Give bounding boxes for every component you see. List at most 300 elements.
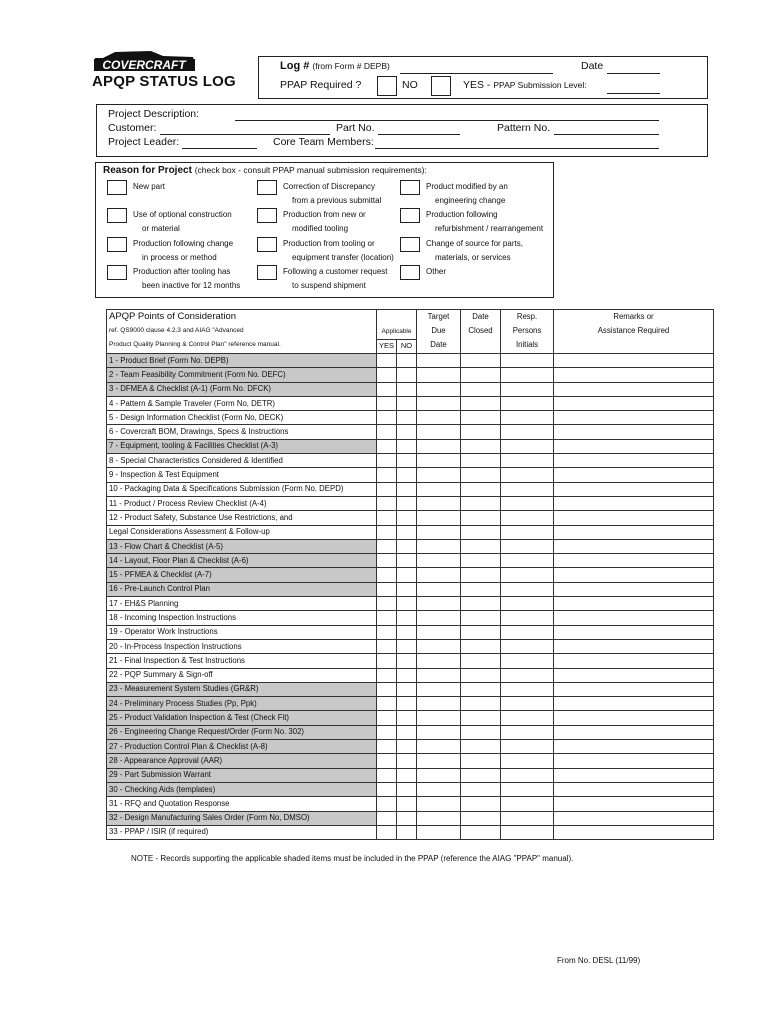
target-date-cell[interactable] bbox=[417, 797, 461, 811]
target-date-cell[interactable] bbox=[417, 754, 461, 768]
target-date-cell[interactable] bbox=[417, 654, 461, 668]
pattern-no-field[interactable] bbox=[554, 134, 659, 135]
apqp-item: 1 - Product Brief (Form No. DEPB) bbox=[107, 354, 377, 368]
target-date-cell[interactable] bbox=[417, 382, 461, 396]
applicable-yes-cell[interactable] bbox=[377, 654, 397, 668]
resp-persons-cell[interactable] bbox=[501, 511, 554, 525]
project-description-label: Project Description: bbox=[108, 108, 200, 120]
target-date-cell[interactable] bbox=[417, 482, 461, 496]
date-closed-cell[interactable] bbox=[461, 639, 501, 653]
apqp-item: 24 - Preliminary Process Studies (Pp, Ppk) bbox=[107, 697, 377, 711]
resp-persons-cell[interactable] bbox=[501, 811, 554, 825]
remarks-cell[interactable] bbox=[554, 482, 714, 496]
reason-text: or material bbox=[142, 224, 180, 233]
date-closed-cell[interactable] bbox=[461, 782, 501, 796]
reason-label bbox=[283, 208, 366, 236]
remarks-cell[interactable] bbox=[554, 511, 714, 525]
target-date-cell[interactable] bbox=[417, 740, 461, 754]
reason-checkbox-engineering-change[interactable] bbox=[400, 180, 420, 195]
table-row bbox=[107, 554, 714, 568]
applicable-no-cell[interactable] bbox=[397, 711, 417, 725]
resp-persons-cell[interactable] bbox=[501, 368, 554, 382]
applicable-no-cell[interactable] bbox=[397, 425, 417, 439]
remarks-cell[interactable] bbox=[554, 396, 714, 410]
applicable-yes-cell[interactable] bbox=[377, 611, 397, 625]
apqp-item: 5 - Design Information Checklist (Form No, DECK) bbox=[107, 411, 377, 425]
resp-persons-cell[interactable] bbox=[501, 454, 554, 468]
applicable-yes-cell[interactable] bbox=[377, 740, 397, 754]
applicable-yes-cell[interactable] bbox=[377, 582, 397, 596]
date-closed-cell[interactable] bbox=[461, 396, 501, 410]
customer-label: Customer: bbox=[108, 122, 157, 134]
reason-label bbox=[426, 180, 508, 208]
target-date-cell[interactable] bbox=[417, 525, 461, 539]
applicable-no-cell[interactable] bbox=[397, 582, 417, 596]
date-closed-cell[interactable] bbox=[461, 582, 501, 596]
date-closed-cell[interactable] bbox=[461, 625, 501, 639]
target-date-cell[interactable] bbox=[417, 554, 461, 568]
resp-persons-cell[interactable] bbox=[501, 611, 554, 625]
reason-checkbox-optional-construction[interactable] bbox=[107, 208, 127, 223]
target-date-cell[interactable] bbox=[417, 425, 461, 439]
reason-checkbox-customer-request[interactable] bbox=[257, 265, 277, 280]
date-field[interactable] bbox=[607, 73, 660, 74]
apqp-item: 2 - Team Feasibility Commitment (Form No. DEFC) bbox=[107, 368, 377, 382]
remarks-cell[interactable] bbox=[554, 754, 714, 768]
date-closed-cell[interactable] bbox=[461, 754, 501, 768]
remarks-cell[interactable] bbox=[554, 611, 714, 625]
apqp-item: 7 - Equipment, tooling & Facilities Checklist (A-3) bbox=[107, 439, 377, 453]
apqp-item: 19 - Operator Work Instructions bbox=[107, 625, 377, 639]
date-closed-cell[interactable] bbox=[461, 768, 501, 782]
part-no-label: Part No. bbox=[336, 122, 375, 134]
resp-persons-cell[interactable] bbox=[501, 396, 554, 410]
remarks-cell[interactable] bbox=[554, 411, 714, 425]
project-leader-field[interactable] bbox=[182, 148, 257, 149]
applicable-no-cell[interactable] bbox=[397, 611, 417, 625]
date-closed-cell[interactable] bbox=[461, 439, 501, 453]
header-points-ref1: ref. QS9000 clause 4.2.3 and AIAG "Advanced bbox=[109, 327, 244, 334]
applicable-no-cell[interactable] bbox=[397, 597, 417, 611]
apqp-item: 27 - Production Control Plan & Checklist (A-8) bbox=[107, 740, 377, 754]
date-closed-cell[interactable] bbox=[461, 740, 501, 754]
applicable-yes-cell[interactable] bbox=[377, 425, 397, 439]
date-closed-cell[interactable] bbox=[461, 825, 501, 839]
project-description-field[interactable] bbox=[235, 120, 659, 121]
date-closed-cell[interactable] bbox=[461, 597, 501, 611]
resp-persons-cell[interactable] bbox=[501, 639, 554, 653]
date-closed-cell[interactable] bbox=[461, 425, 501, 439]
table-row bbox=[107, 768, 714, 782]
resp-persons-cell[interactable] bbox=[501, 782, 554, 796]
applicable-yes-cell[interactable] bbox=[377, 468, 397, 482]
date-closed-cell[interactable] bbox=[461, 525, 501, 539]
remarks-cell[interactable] bbox=[554, 597, 714, 611]
applicable-yes-cell[interactable] bbox=[377, 454, 397, 468]
apqp-item: 21 - Final Inspection & Test Instructions bbox=[107, 654, 377, 668]
applicable-yes-cell[interactable] bbox=[377, 511, 397, 525]
applicable-yes-cell[interactable] bbox=[377, 797, 397, 811]
applicable-no-cell[interactable] bbox=[397, 668, 417, 682]
target-date-cell[interactable] bbox=[417, 682, 461, 696]
header-resp-1: Resp. bbox=[516, 312, 538, 321]
remarks-cell[interactable] bbox=[554, 682, 714, 696]
resp-persons-cell[interactable] bbox=[501, 682, 554, 696]
reason-text: Product modified by an bbox=[426, 182, 508, 191]
ppap-yes-label bbox=[463, 79, 587, 91]
applicable-no-cell[interactable] bbox=[397, 539, 417, 553]
date-closed-cell[interactable] bbox=[461, 568, 501, 582]
date-closed-cell[interactable] bbox=[461, 539, 501, 553]
reason-checkbox-other[interactable] bbox=[400, 265, 420, 280]
resp-persons-cell[interactable] bbox=[501, 597, 554, 611]
target-date-cell[interactable] bbox=[417, 611, 461, 625]
resp-persons-cell[interactable] bbox=[501, 725, 554, 739]
table-row bbox=[107, 797, 714, 811]
header-closed-2: Closed bbox=[468, 326, 493, 335]
project-leader-label: Project Leader: bbox=[108, 136, 180, 148]
applicable-yes-cell[interactable] bbox=[377, 368, 397, 382]
target-date-cell[interactable] bbox=[417, 697, 461, 711]
header-applicable bbox=[377, 310, 417, 354]
applicable-yes-cell[interactable] bbox=[377, 682, 397, 696]
apqp-item: 11 - Product / Process Review Checklist (A-4) bbox=[107, 496, 377, 510]
remarks-cell[interactable] bbox=[554, 425, 714, 439]
date-closed-cell[interactable] bbox=[461, 654, 501, 668]
table-row bbox=[107, 568, 714, 582]
date-closed-cell[interactable] bbox=[461, 382, 501, 396]
reason-checkbox-inactive-tooling[interactable] bbox=[107, 265, 127, 280]
ppap-required-label: PPAP Required ? bbox=[280, 79, 362, 91]
applicable-no-cell[interactable] bbox=[397, 454, 417, 468]
reason-text: Production after tooling has bbox=[133, 267, 231, 276]
target-date-cell[interactable] bbox=[417, 825, 461, 839]
date-closed-cell[interactable] bbox=[461, 811, 501, 825]
resp-persons-cell[interactable] bbox=[501, 496, 554, 510]
header-remarks-1: Remarks or bbox=[613, 312, 654, 321]
applicable-no-cell[interactable] bbox=[397, 625, 417, 639]
header-resp-2: Persons bbox=[512, 326, 542, 335]
target-date-cell[interactable] bbox=[417, 454, 461, 468]
ppap-yes-checkbox[interactable] bbox=[431, 76, 451, 96]
remarks-cell[interactable] bbox=[554, 368, 714, 382]
target-date-cell[interactable] bbox=[417, 411, 461, 425]
applicable-no-cell[interactable] bbox=[397, 439, 417, 453]
applicable-yes-cell[interactable] bbox=[377, 782, 397, 796]
reason-text: Production from tooling or bbox=[283, 239, 375, 248]
table-row bbox=[107, 754, 714, 768]
date-closed-cell[interactable] bbox=[461, 354, 501, 368]
resp-persons-cell[interactable] bbox=[501, 754, 554, 768]
applicable-no-cell[interactable] bbox=[397, 468, 417, 482]
resp-persons-cell[interactable] bbox=[501, 711, 554, 725]
target-date-cell[interactable] bbox=[417, 711, 461, 725]
applicable-no-cell[interactable] bbox=[397, 682, 417, 696]
applicable-yes-cell[interactable] bbox=[377, 697, 397, 711]
resp-persons-cell[interactable] bbox=[501, 354, 554, 368]
remarks-cell[interactable] bbox=[554, 639, 714, 653]
applicable-yes-cell[interactable] bbox=[377, 554, 397, 568]
target-date-cell[interactable] bbox=[417, 639, 461, 653]
applicable-yes-cell[interactable] bbox=[377, 597, 397, 611]
apqp-item: 17 - EH&S Planning bbox=[107, 597, 377, 611]
reason-text: modified tooling bbox=[292, 224, 349, 233]
date-closed-cell[interactable] bbox=[461, 725, 501, 739]
header-target-2: Due bbox=[431, 326, 446, 335]
remarks-cell[interactable] bbox=[554, 382, 714, 396]
date-closed-cell[interactable] bbox=[461, 797, 501, 811]
remarks-cell[interactable] bbox=[554, 740, 714, 754]
header-date-closed bbox=[461, 310, 501, 354]
table-row bbox=[107, 439, 714, 453]
applicable-no-cell[interactable] bbox=[397, 382, 417, 396]
remarks-cell[interactable] bbox=[554, 654, 714, 668]
apqp-item: 8 - Special Characteristics Considered & Identified bbox=[107, 454, 377, 468]
target-date-cell[interactable] bbox=[417, 725, 461, 739]
remarks-cell[interactable] bbox=[554, 725, 714, 739]
target-date-cell[interactable] bbox=[417, 597, 461, 611]
resp-persons-cell[interactable] bbox=[501, 439, 554, 453]
pattern-no-label: Pattern No. bbox=[497, 122, 551, 134]
resp-persons-cell[interactable] bbox=[501, 568, 554, 582]
date-closed-cell[interactable] bbox=[461, 468, 501, 482]
reason-checkbox-source-change[interactable] bbox=[400, 237, 420, 252]
log-label-group bbox=[280, 60, 390, 72]
header-applicable-label: Applicable bbox=[381, 328, 412, 335]
apqp-item: 12 - Product Safety, Substance Use Restrictions, and bbox=[107, 511, 377, 525]
applicable-yes-cell[interactable] bbox=[377, 811, 397, 825]
applicable-no-cell[interactable] bbox=[397, 482, 417, 496]
resp-persons-cell[interactable] bbox=[501, 539, 554, 553]
table-row bbox=[107, 482, 714, 496]
reason-checkbox-process-change[interactable] bbox=[107, 237, 127, 252]
applicable-yes-cell[interactable] bbox=[377, 396, 397, 410]
table-row bbox=[107, 582, 714, 596]
resp-persons-cell[interactable] bbox=[501, 554, 554, 568]
applicable-no-cell[interactable] bbox=[397, 525, 417, 539]
applicable-yes-cell[interactable] bbox=[377, 525, 397, 539]
applicable-yes-cell[interactable] bbox=[377, 482, 397, 496]
remarks-cell[interactable] bbox=[554, 811, 714, 825]
date-closed-cell[interactable] bbox=[461, 511, 501, 525]
table-row bbox=[107, 740, 714, 754]
target-date-cell[interactable] bbox=[417, 468, 461, 482]
resp-persons-cell[interactable] bbox=[501, 382, 554, 396]
table-row bbox=[107, 654, 714, 668]
reason-checkbox-correction[interactable] bbox=[257, 180, 277, 195]
resp-persons-cell[interactable] bbox=[501, 797, 554, 811]
applicable-yes-cell[interactable] bbox=[377, 382, 397, 396]
target-date-cell[interactable] bbox=[417, 368, 461, 382]
resp-persons-cell[interactable] bbox=[501, 482, 554, 496]
table-row bbox=[107, 425, 714, 439]
remarks-cell[interactable] bbox=[554, 496, 714, 510]
applicable-yes-cell[interactable] bbox=[377, 639, 397, 653]
applicable-no-cell[interactable] bbox=[397, 568, 417, 582]
header-resp-3: Initials bbox=[515, 340, 539, 349]
form-number: From No. DESL (11/99) bbox=[557, 956, 641, 965]
target-date-cell[interactable] bbox=[417, 539, 461, 553]
remarks-cell[interactable] bbox=[554, 782, 714, 796]
date-closed-cell[interactable] bbox=[461, 454, 501, 468]
applicable-no-cell[interactable] bbox=[397, 411, 417, 425]
remarks-cell[interactable] bbox=[554, 668, 714, 682]
applicable-no-cell[interactable] bbox=[397, 768, 417, 782]
applicable-no-cell[interactable] bbox=[397, 554, 417, 568]
reason-checkbox-refurbishment[interactable] bbox=[400, 208, 420, 223]
remarks-cell[interactable] bbox=[554, 625, 714, 639]
resp-persons-cell[interactable] bbox=[501, 740, 554, 754]
applicable-yes-cell[interactable] bbox=[377, 439, 397, 453]
remarks-cell[interactable] bbox=[554, 582, 714, 596]
date-closed-cell[interactable] bbox=[461, 496, 501, 510]
target-date-cell[interactable] bbox=[417, 768, 461, 782]
applicable-no-cell[interactable] bbox=[397, 639, 417, 653]
remarks-cell[interactable] bbox=[554, 554, 714, 568]
date-closed-cell[interactable] bbox=[461, 697, 501, 711]
remarks-cell[interactable] bbox=[554, 568, 714, 582]
part-no-field[interactable] bbox=[378, 134, 460, 135]
applicable-no-cell[interactable] bbox=[397, 825, 417, 839]
applicable-yes-cell[interactable] bbox=[377, 725, 397, 739]
resp-persons-cell[interactable] bbox=[501, 825, 554, 839]
target-date-cell[interactable] bbox=[417, 811, 461, 825]
customer-field[interactable] bbox=[160, 134, 330, 135]
remarks-cell[interactable] bbox=[554, 468, 714, 482]
remarks-cell[interactable] bbox=[554, 354, 714, 368]
table-row bbox=[107, 396, 714, 410]
applicable-no-cell[interactable] bbox=[397, 354, 417, 368]
applicable-yes-cell[interactable] bbox=[377, 496, 397, 510]
target-date-cell[interactable] bbox=[417, 396, 461, 410]
applicable-no-cell[interactable] bbox=[397, 654, 417, 668]
remarks-cell[interactable] bbox=[554, 539, 714, 553]
date-closed-cell[interactable] bbox=[461, 411, 501, 425]
applicable-no-cell[interactable] bbox=[397, 740, 417, 754]
reason-label bbox=[426, 237, 523, 265]
target-date-cell[interactable] bbox=[417, 782, 461, 796]
remarks-cell[interactable] bbox=[554, 454, 714, 468]
resp-persons-cell[interactable] bbox=[501, 411, 554, 425]
target-date-cell[interactable] bbox=[417, 582, 461, 596]
yes-text: YES - bbox=[463, 79, 491, 91]
target-date-cell[interactable] bbox=[417, 625, 461, 639]
resp-persons-cell[interactable] bbox=[501, 525, 554, 539]
applicable-yes-cell[interactable] bbox=[377, 625, 397, 639]
table-row bbox=[107, 625, 714, 639]
date-closed-cell[interactable] bbox=[461, 711, 501, 725]
applicable-yes-cell[interactable] bbox=[377, 825, 397, 839]
resp-persons-cell[interactable] bbox=[501, 468, 554, 482]
remarks-cell[interactable] bbox=[554, 697, 714, 711]
remarks-cell[interactable] bbox=[554, 711, 714, 725]
reason-text: refurbishment / rearrangement bbox=[435, 224, 544, 233]
ppap-no-checkbox[interactable] bbox=[377, 76, 397, 96]
header-points bbox=[107, 310, 377, 354]
target-date-cell[interactable] bbox=[417, 568, 461, 582]
target-date-cell[interactable] bbox=[417, 439, 461, 453]
header-target-1: Target bbox=[427, 312, 450, 321]
resp-persons-cell[interactable] bbox=[501, 668, 554, 682]
log-number-field[interactable] bbox=[400, 73, 553, 74]
submission-level-field[interactable] bbox=[607, 93, 660, 94]
applicable-yes-cell[interactable] bbox=[377, 711, 397, 725]
target-date-cell[interactable] bbox=[417, 354, 461, 368]
applicable-yes-cell[interactable] bbox=[377, 539, 397, 553]
footer-note: NOTE - Records supporting the applicable shaded items must be included in the PPAP (reference the AIAG "PPAP" manual). bbox=[131, 854, 574, 863]
date-closed-cell[interactable] bbox=[461, 554, 501, 568]
applicable-no-cell[interactable] bbox=[397, 511, 417, 525]
table-row bbox=[107, 711, 714, 725]
remarks-cell[interactable] bbox=[554, 797, 714, 811]
header-remarks bbox=[554, 310, 714, 354]
header-closed-1: Date bbox=[472, 312, 489, 321]
date-closed-cell[interactable] bbox=[461, 682, 501, 696]
remarks-cell[interactable] bbox=[554, 525, 714, 539]
apqp-item: 14 - Layout, Floor Plan & Checklist (A-6) bbox=[107, 554, 377, 568]
applicable-yes-cell[interactable] bbox=[377, 354, 397, 368]
applicable-yes-cell[interactable] bbox=[377, 768, 397, 782]
reason-checkbox-new-tooling[interactable] bbox=[257, 208, 277, 223]
applicable-no-cell[interactable] bbox=[397, 396, 417, 410]
apqp-item: 32 - Design Manufacturing Sales Order (Form No, DMSO) bbox=[107, 811, 377, 825]
applicable-yes-cell[interactable] bbox=[377, 411, 397, 425]
header-yes-no bbox=[377, 339, 416, 353]
date-closed-cell[interactable] bbox=[461, 368, 501, 382]
target-date-cell[interactable] bbox=[417, 668, 461, 682]
resp-persons-cell[interactable] bbox=[501, 582, 554, 596]
date-closed-cell[interactable] bbox=[461, 611, 501, 625]
resp-persons-cell[interactable] bbox=[501, 425, 554, 439]
header-remarks-2: Assistance Required bbox=[597, 326, 670, 335]
applicable-no-cell[interactable] bbox=[397, 797, 417, 811]
applicable-yes-cell[interactable] bbox=[377, 568, 397, 582]
applicable-no-cell[interactable] bbox=[397, 782, 417, 796]
core-team-field[interactable] bbox=[375, 148, 659, 149]
target-date-cell[interactable] bbox=[417, 496, 461, 510]
applicable-no-cell[interactable] bbox=[397, 725, 417, 739]
remarks-cell[interactable] bbox=[554, 439, 714, 453]
reason-label bbox=[133, 265, 240, 293]
header-yes: YES bbox=[377, 340, 397, 353]
reason-heading: Reason for Project bbox=[103, 165, 192, 176]
resp-persons-cell[interactable] bbox=[501, 654, 554, 668]
table-row bbox=[107, 825, 714, 839]
applicable-no-cell[interactable] bbox=[397, 368, 417, 382]
target-date-cell[interactable] bbox=[417, 511, 461, 525]
reason-label bbox=[283, 180, 381, 208]
resp-persons-cell[interactable] bbox=[501, 768, 554, 782]
reason-checkbox-new-part[interactable] bbox=[107, 180, 127, 195]
resp-persons-cell[interactable] bbox=[501, 625, 554, 639]
applicable-no-cell[interactable] bbox=[397, 811, 417, 825]
reason-label bbox=[426, 208, 543, 236]
reason-checkbox-tooling-transfer[interactable] bbox=[257, 237, 277, 252]
applicable-yes-cell[interactable] bbox=[377, 754, 397, 768]
table-row bbox=[107, 668, 714, 682]
remarks-cell[interactable] bbox=[554, 825, 714, 839]
applicable-no-cell[interactable] bbox=[397, 754, 417, 768]
table-row bbox=[107, 597, 714, 611]
resp-persons-cell[interactable] bbox=[501, 697, 554, 711]
applicable-no-cell[interactable] bbox=[397, 697, 417, 711]
applicable-yes-cell[interactable] bbox=[377, 668, 397, 682]
applicable-no-cell[interactable] bbox=[397, 496, 417, 510]
remarks-cell[interactable] bbox=[554, 768, 714, 782]
table-row bbox=[107, 539, 714, 553]
date-closed-cell[interactable] bbox=[461, 482, 501, 496]
date-closed-cell[interactable] bbox=[461, 668, 501, 682]
